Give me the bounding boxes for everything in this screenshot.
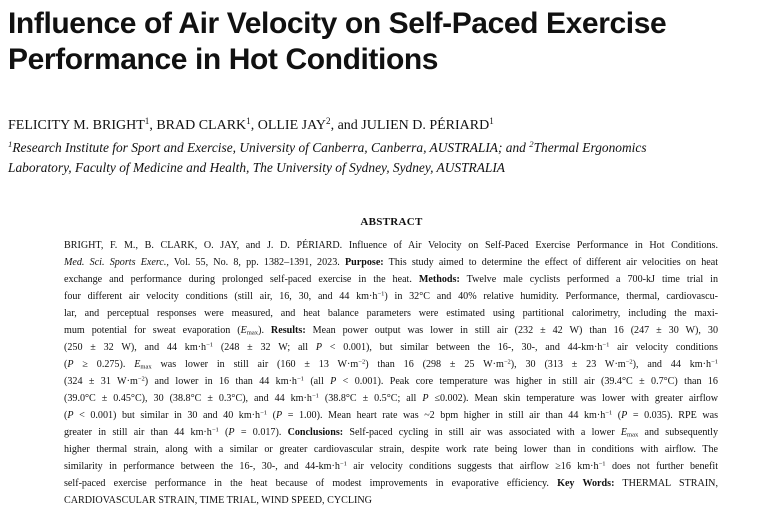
author-name: OLLIE JAY [257,118,327,133]
affiliation-mark: 1 [8,139,13,150]
author-name: BRAD CLARK [156,118,247,133]
conclusions-label: Conclusions: [287,427,344,438]
abstract-line: (P < 0.001) but similar in 30 and 40 $km\cdot h^{-1}$ (P = 1.00). Mean heart rate was ~2 bpm higher in still air than 44 $km\cdot h^{-1}$ (P = 0.035). RPE was [64,409,719,421]
title-line-2: Performance in Hot Conditions [8,43,439,76]
author-affiliation-mark: 1 [144,116,150,126]
affiliation-line-1 [8,138,778,158]
abstract-line: mum potential for sweat evaporation $(E_{max})$. Results: Mean power output was lower in still air (232 ± 42 W) than 16 (247 ± 30 W), 30 [64,325,718,337]
abstract-line: Med. Sci. Sports Exerc., Vol. 55, No. 8, pp. 1382–1391, 2023. Purpose: This study aimed to determine the effect of different air velocities on heat [64,257,719,268]
abstract-line: exchange and performance during prolonged self-paced exercise in the heat. Methods: Twelve male cyclists performed a 700-kJ time trial in [64,274,718,285]
abstract-line: (250 ± 32 W), and 44 $km\cdot h^{-1}$ (248 ± 32 W; all P < 0.001), but similar between the 16-, 30-, and $44-km\cdot h^{-1}$ air velocity conditions [64,341,718,353]
article-title [8,6,778,78]
abstract-heading: ABSTRACT [360,216,423,228]
author-separator: , [149,118,157,133]
abstract-line: greater in still air than 44 $km\cdot h^{-1}$ (P = 0.017). Conclusions: Self-paced cycling in still air was associated with a lower $E_{max}$ and subsequently [64,426,719,439]
abstract-line: BRIGHT, F. M., B. CLARK, O. JAY, and J. D. PÉRIARD. Influence of Air Velocity on Self-Paced Exercise Performance in Hot Conditions. [64,240,718,251]
abstract-line: four different air velocity conditions (still air, 16, 30, and 44 $km\cdot h^{-1}$) in 32°C and 40% relative humidity. Performance, thermal, cardiovascu- [64,290,718,302]
author-affiliation-mark: 1 [489,116,494,126]
results-label: Results: [270,325,306,336]
author-name: FELICITY M. BRIGHT [8,118,145,133]
abstract-line: (324 ± 31 $W\cdot m^{-2}$) and lower in 16 than 44 $km\cdot h^{-1}$ (all P < 0.001). Peak core temperature was higher in still air (39.4°C ± 0.7°C) than 16 [64,375,718,387]
author-separator: , [250,118,258,133]
author-affiliation-mark: 1 [246,116,251,126]
abstract-line: similarity in performance between the 16-, 30-, and $44-km\cdot h^{-1}$ air velocity conditions suggests that airflow ≥16 $km\cdot h^{-1}$ does not further benefit [64,460,719,472]
abstract-line: lar, and perceptual responses were measured, and heat balance parameters were estimated using partitional calorimetry, including the maxi- [64,308,718,319]
affiliation-text: Research Institute for Sport and Exercise, University of Canberra, Canberra, AUSTRALIA; and [12,140,530,155]
author-name: JULIEN D. PÉRIARD [361,118,490,133]
author-list [8,117,778,135]
abstract-body [64,237,718,509]
affiliations [8,138,778,178]
abstract-line: (39.0°C ± 0.45°C), 30 (38.8°C ± 0.3°C), and 44 $km\cdot h^{-1}$ (38.8°C ± 0.5°C; all P ≤0.002). Mean skin temperature was lower with greater airflow [64,392,719,404]
journal-name: Med. Sci. Sports Exerc. [64,257,167,268]
author-affiliation-mark: 2 [326,116,331,126]
affiliation-line-2: Laboratory, Faculty of Medicine and Health, The University of Sydney, Sydney, AUSTRALIA [8,160,505,175]
purpose-label: Purpose: [344,257,384,268]
title-line-1: Influence of Air Velocity on Self-Paced Exercise [8,7,667,40]
abstract-line-keywords: CARDIOVASCULAR STRAIN, TIME TRIAL, WIND SPEED, CYCLING [64,495,372,506]
methods-label: Methods: [418,274,460,285]
keywords-label: Key Words: [557,478,615,489]
abstract-line: (P ≥ 0.275). $E_{max}$ was lower in still air (160 ± 13 $W\cdot m^{-2}$) than 16 (298 ± 25 $W\cdot m^{-2}$), 30 (313 ± 23 $W\cdot m^{-2}$), and 44 $km\cdot h^{-1}$ [64,358,718,371]
author-separator: , and [330,118,362,133]
affiliation-mark: 2 [529,139,534,150]
affiliation-text: Thermal Ergonomics [533,140,647,155]
abstract-line: self-paced exercise performance in the heat because of modest improvements in evaporative efficiency. Key Words: THERMAL STRAIN, [64,478,719,489]
abstract-line: higher thermal strain, along with a similar or greater cardiovascular strain, despite work rate being lower than in conditions with airflow. The [64,444,718,455]
